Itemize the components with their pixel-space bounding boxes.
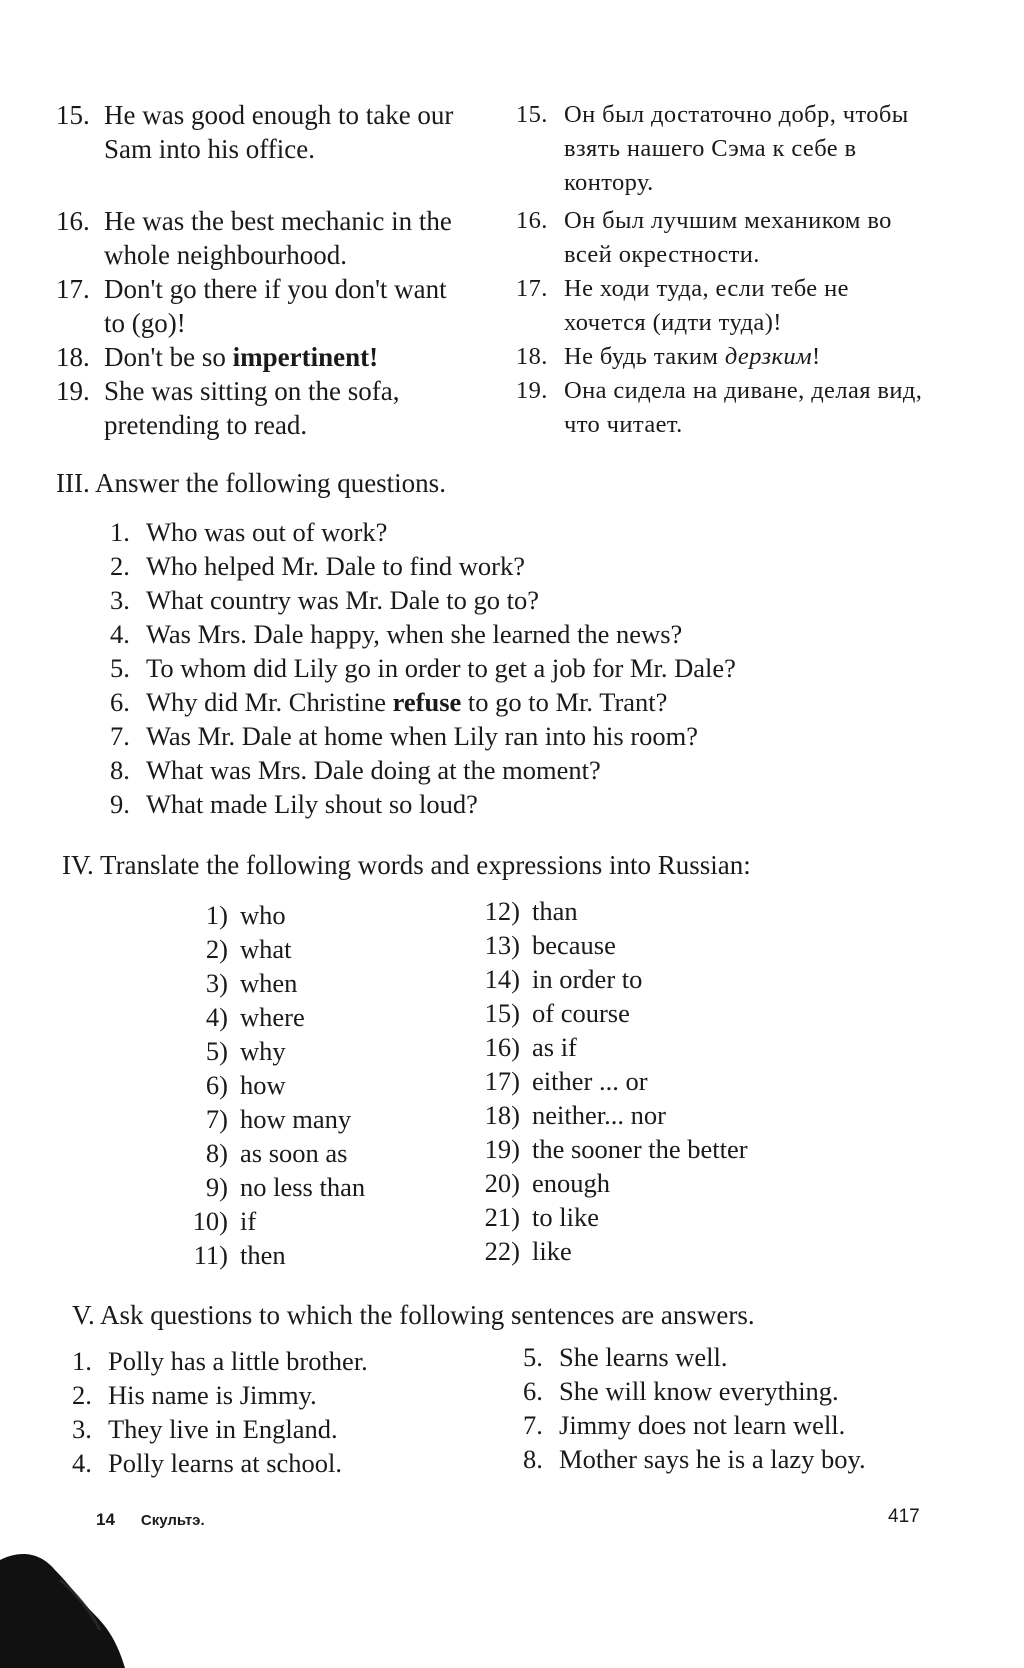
bold-word: impertinent! bbox=[232, 342, 379, 372]
sentence-number: 17. bbox=[56, 274, 90, 304]
sentence-text: Don't go there if you don't want to (go)! bbox=[104, 274, 447, 338]
question-text-end: to go to Mr. Trant? bbox=[461, 687, 668, 717]
word-item bbox=[468, 996, 888, 1030]
word-text: where bbox=[240, 1002, 305, 1032]
sentence-en-18 bbox=[56, 340, 456, 374]
answer-text: They live in England. bbox=[108, 1414, 338, 1444]
word-item bbox=[468, 1098, 888, 1132]
answers-left-column bbox=[72, 1344, 472, 1480]
answer-text: Polly learns at school. bbox=[108, 1448, 343, 1478]
question-text: Was Mr. Dale at home when Lily ran into his room? bbox=[146, 721, 699, 751]
questions-list bbox=[110, 515, 940, 821]
word-number: 8) bbox=[205, 1138, 228, 1168]
sentence-ru-15 bbox=[516, 98, 936, 200]
answer-text: She learns well. bbox=[559, 1342, 728, 1372]
word-text: the sooner the better bbox=[532, 1134, 748, 1164]
sentence-ru-19 bbox=[516, 374, 936, 442]
sentence-text: She was sitting on the sofa, pretending to read. bbox=[104, 376, 400, 440]
sentence-number: 17. bbox=[516, 275, 548, 302]
sentence-text: Don't be so bbox=[104, 342, 233, 372]
word-number: 22) bbox=[484, 1236, 520, 1266]
section-3-heading: III. Answer the following questions. bbox=[56, 468, 446, 498]
section-5-heading: V. Ask questions to which the following sentences are answers. bbox=[72, 1300, 755, 1330]
answer-number: 6. bbox=[523, 1376, 543, 1406]
answer-text: Polly has a little brother. bbox=[108, 1346, 368, 1376]
question-text: What country was Mr. Dale to go to? bbox=[146, 585, 539, 615]
sentence-en-16 bbox=[56, 204, 456, 272]
word-text: if bbox=[240, 1206, 257, 1236]
word-number: 4) bbox=[205, 1002, 228, 1032]
answer-text: Jimmy does not learn well. bbox=[559, 1410, 846, 1440]
sentence-text: Она сидела на диване, делая вид, что читает. bbox=[564, 377, 923, 438]
question-text: To whom did Lily go in order to get a job for Mr. Dale? bbox=[146, 653, 736, 683]
answer-item bbox=[523, 1374, 943, 1408]
word-text: as soon as bbox=[240, 1138, 348, 1168]
question-item bbox=[110, 685, 940, 719]
word-text: neither... nor bbox=[532, 1100, 666, 1130]
question-text: What made Lily shout so loud? bbox=[146, 789, 478, 819]
word-item bbox=[186, 1170, 416, 1204]
word-item bbox=[186, 1204, 416, 1238]
question-text: Why did Mr. Christine bbox=[146, 687, 393, 717]
answer-number: 5. bbox=[523, 1342, 543, 1372]
question-number: 3. bbox=[110, 585, 130, 615]
sentence-number: 19. bbox=[516, 377, 548, 404]
word-number: 6) bbox=[205, 1070, 228, 1100]
word-item bbox=[468, 1132, 888, 1166]
answer-number: 3. bbox=[72, 1414, 92, 1444]
sentence-number: 16. bbox=[516, 207, 548, 234]
question-number: 9. bbox=[110, 789, 130, 819]
word-number: 9) bbox=[205, 1172, 228, 1202]
sentence-text: Он был лучшим механиком во всей окрестности. bbox=[564, 207, 892, 268]
question-item bbox=[110, 617, 940, 651]
word-number: 15) bbox=[484, 998, 520, 1028]
question-number: 4. bbox=[110, 619, 130, 649]
word-number: 14) bbox=[484, 964, 520, 994]
question-number: 8. bbox=[110, 755, 130, 785]
question-item bbox=[110, 549, 940, 583]
signature-number: 14 bbox=[96, 1510, 115, 1529]
scan-smudge bbox=[0, 1540, 150, 1668]
word-item bbox=[468, 1064, 888, 1098]
word-number: 2) bbox=[205, 934, 228, 964]
words-right-column bbox=[468, 894, 888, 1268]
sentence-number: 18. bbox=[516, 343, 548, 370]
sentence-en-17 bbox=[56, 272, 456, 340]
sentence-number: 15. bbox=[516, 101, 548, 128]
answer-text: His name is Jimmy. bbox=[108, 1380, 317, 1410]
word-number: 17) bbox=[484, 1066, 520, 1096]
question-item bbox=[110, 515, 940, 549]
answer-number: 7. bbox=[523, 1410, 543, 1440]
word-text: because bbox=[532, 930, 616, 960]
answer-item bbox=[523, 1340, 943, 1374]
answer-text: She will know everything. bbox=[559, 1376, 839, 1406]
sentence-en-19 bbox=[56, 374, 456, 442]
answer-item bbox=[72, 1344, 472, 1378]
word-number: 20) bbox=[484, 1168, 520, 1198]
word-item bbox=[186, 898, 416, 932]
sentence-text: Не ходи туда, если тебе не хочется (идти туда)! bbox=[564, 275, 849, 336]
answer-number: 1. bbox=[72, 1346, 92, 1376]
word-text: how many bbox=[240, 1104, 352, 1134]
word-item bbox=[186, 1136, 416, 1170]
word-number: 11) bbox=[193, 1240, 228, 1270]
word-item bbox=[186, 1034, 416, 1068]
word-item bbox=[186, 1000, 416, 1034]
sentence-text: Он был достаточно добр, чтобы взять нашего Сэма к себе в контору. bbox=[564, 101, 909, 196]
word-text: of course bbox=[532, 998, 630, 1028]
question-item bbox=[110, 787, 940, 821]
answer-item bbox=[72, 1378, 472, 1412]
question-text: What was Mrs. Dale doing at the moment? bbox=[146, 755, 601, 785]
word-item bbox=[468, 1234, 888, 1268]
question-number: 6. bbox=[110, 687, 130, 717]
italic-word: дерзким bbox=[724, 343, 813, 370]
english-column bbox=[56, 98, 456, 442]
answers-right-column bbox=[523, 1340, 943, 1476]
sentence-ru-17 bbox=[516, 272, 936, 340]
word-item bbox=[468, 1030, 888, 1064]
answer-item bbox=[523, 1408, 943, 1442]
answer-item bbox=[523, 1442, 943, 1476]
sentence-number: 18. bbox=[56, 342, 90, 372]
word-number: 3) bbox=[205, 968, 228, 998]
sentence-ru-18 bbox=[516, 340, 936, 374]
sentence-text-end: ! bbox=[812, 343, 821, 370]
word-text: how bbox=[240, 1070, 286, 1100]
word-item bbox=[186, 932, 416, 966]
question-item bbox=[110, 719, 940, 753]
sentence-en-15 bbox=[56, 98, 456, 166]
russian-column bbox=[516, 98, 936, 442]
question-number: 2. bbox=[110, 551, 130, 581]
sentence-text: He was good enough to take our Sam into his office. bbox=[104, 100, 454, 164]
word-item bbox=[468, 962, 888, 996]
question-number: 5. bbox=[110, 653, 130, 683]
word-number: 7) bbox=[205, 1104, 228, 1134]
question-item bbox=[110, 651, 940, 685]
question-text: Was Mrs. Dale happy, when she learned the news? bbox=[146, 619, 683, 649]
sentence-number: 16. bbox=[56, 206, 90, 236]
word-item bbox=[468, 894, 888, 928]
word-text: when bbox=[240, 968, 298, 998]
sentence-ru-16 bbox=[516, 204, 936, 272]
word-number: 5) bbox=[205, 1036, 228, 1066]
word-number: 19) bbox=[484, 1134, 520, 1164]
word-number: 18) bbox=[484, 1100, 520, 1130]
word-number: 1) bbox=[205, 900, 228, 930]
signature-name: Скультэ. bbox=[140, 1512, 205, 1529]
page-number: 417 bbox=[888, 1506, 920, 1527]
answer-number: 4. bbox=[72, 1448, 92, 1478]
answer-item bbox=[72, 1446, 472, 1480]
word-text: then bbox=[240, 1240, 286, 1270]
section-4-heading: IV. Translate the following words and expressions into Russian: bbox=[62, 850, 751, 880]
sentence-number: 19. bbox=[56, 376, 90, 406]
answer-number: 2. bbox=[72, 1380, 92, 1410]
answer-number: 8. bbox=[523, 1444, 543, 1474]
word-text: like bbox=[532, 1236, 572, 1266]
question-item bbox=[110, 753, 940, 787]
word-item bbox=[186, 1238, 416, 1272]
word-text: enough bbox=[532, 1168, 611, 1198]
word-text: as if bbox=[532, 1032, 577, 1062]
sentence-text: He was the best mechanic in the whole neighbourhood. bbox=[104, 206, 452, 270]
sentence-text: Не будь таким bbox=[564, 343, 725, 370]
question-number: 7. bbox=[110, 721, 130, 751]
word-number: 10) bbox=[192, 1206, 228, 1236]
answer-text: Mother says he is a lazy boy. bbox=[559, 1444, 866, 1474]
sentence-number: 15. bbox=[56, 100, 90, 130]
word-text: than bbox=[532, 896, 578, 926]
word-number: 16) bbox=[484, 1032, 520, 1062]
question-text: Who was out of work? bbox=[146, 517, 388, 547]
word-text: in order to bbox=[532, 964, 643, 994]
word-text: why bbox=[240, 1036, 286, 1066]
printer-signature bbox=[96, 1510, 205, 1530]
word-number: 13) bbox=[484, 930, 520, 960]
word-text: either ... or bbox=[532, 1066, 648, 1096]
word-text: who bbox=[240, 900, 286, 930]
word-text: no less than bbox=[240, 1172, 366, 1202]
answer-item bbox=[72, 1412, 472, 1446]
words-left-column bbox=[186, 898, 416, 1272]
question-item bbox=[110, 583, 940, 617]
question-text: Who helped Mr. Dale to find work? bbox=[146, 551, 525, 581]
word-item bbox=[468, 928, 888, 962]
word-item bbox=[186, 966, 416, 1000]
word-number: 21) bbox=[484, 1202, 520, 1232]
question-number: 1. bbox=[110, 517, 130, 547]
word-text: to like bbox=[532, 1202, 599, 1232]
word-text: what bbox=[240, 934, 292, 964]
word-item bbox=[468, 1166, 888, 1200]
word-item bbox=[468, 1200, 888, 1234]
bold-word: refuse bbox=[392, 687, 462, 717]
word-number: 12) bbox=[484, 896, 520, 926]
word-item bbox=[186, 1102, 416, 1136]
word-item bbox=[186, 1068, 416, 1102]
